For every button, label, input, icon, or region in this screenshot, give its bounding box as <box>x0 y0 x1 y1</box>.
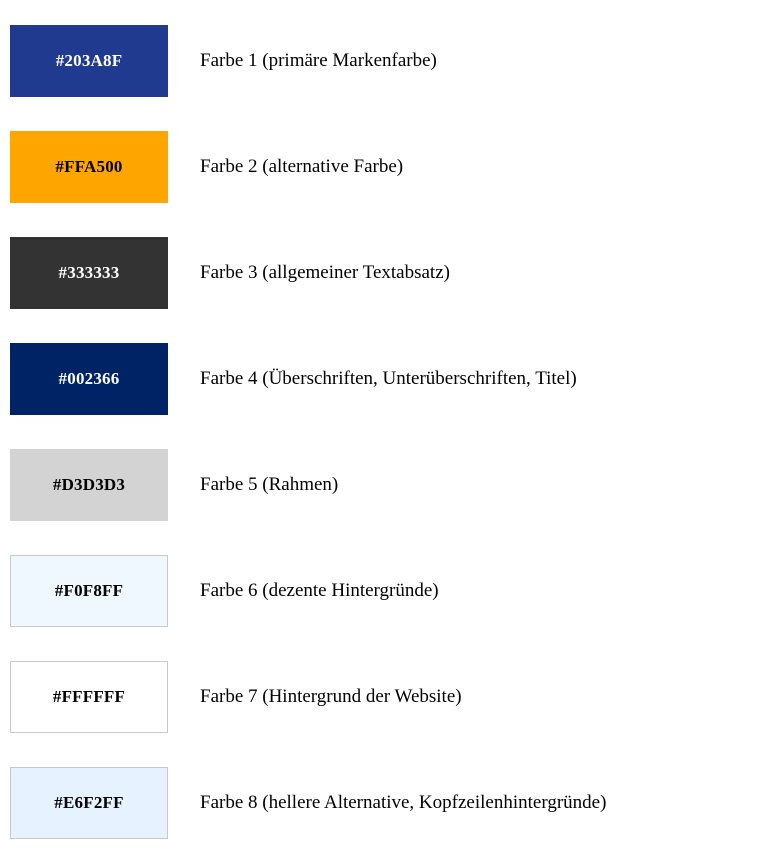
color-swatch <box>10 25 168 97</box>
color-description: Farbe 7 (Hintergrund der Website) <box>200 685 462 707</box>
color-hex-label: #002366 <box>58 369 120 388</box>
color-description: Farbe 2 (alternative Farbe) <box>200 155 404 177</box>
color-swatch-row <box>0 538 776 644</box>
color-swatch <box>10 449 168 521</box>
color-swatch-row <box>0 8 776 114</box>
color-swatch-row <box>0 326 776 432</box>
color-swatch-row <box>0 220 776 326</box>
color-description: Farbe 5 (Rahmen) <box>200 473 339 495</box>
color-description: Farbe 6 (dezente Hintergründe) <box>200 579 439 601</box>
color-swatch-row <box>0 432 776 538</box>
color-hex-label: #F0F8FF <box>54 581 124 600</box>
color-hex-label: #203A8F <box>55 51 123 70</box>
color-swatch <box>10 343 168 415</box>
color-description: Farbe 3 (allgemeiner Textabsatz) <box>200 261 450 283</box>
color-hex-label: #D3D3D3 <box>52 475 126 494</box>
color-swatch <box>10 767 168 839</box>
color-swatch-row <box>0 644 776 750</box>
color-swatch <box>10 131 168 203</box>
color-description: Farbe 4 (Überschriften, Unterüberschriften, Titel) <box>200 367 577 389</box>
color-description: Farbe 1 (primäre Markenfarbe) <box>200 49 437 71</box>
color-hex-label: #FFFFFF <box>52 687 126 706</box>
color-hex-label: #E6F2FF <box>54 793 124 812</box>
color-hex-label: #FFA500 <box>55 157 123 176</box>
color-hex-label: #333333 <box>58 263 120 282</box>
color-swatch <box>10 555 168 627</box>
color-swatch <box>10 237 168 309</box>
color-swatch-row <box>0 114 776 220</box>
color-swatch <box>10 661 168 733</box>
color-swatch-row <box>0 750 776 856</box>
color-description: Farbe 8 (hellere Alternative, Kopfzeilenhintergründe) <box>200 791 607 813</box>
